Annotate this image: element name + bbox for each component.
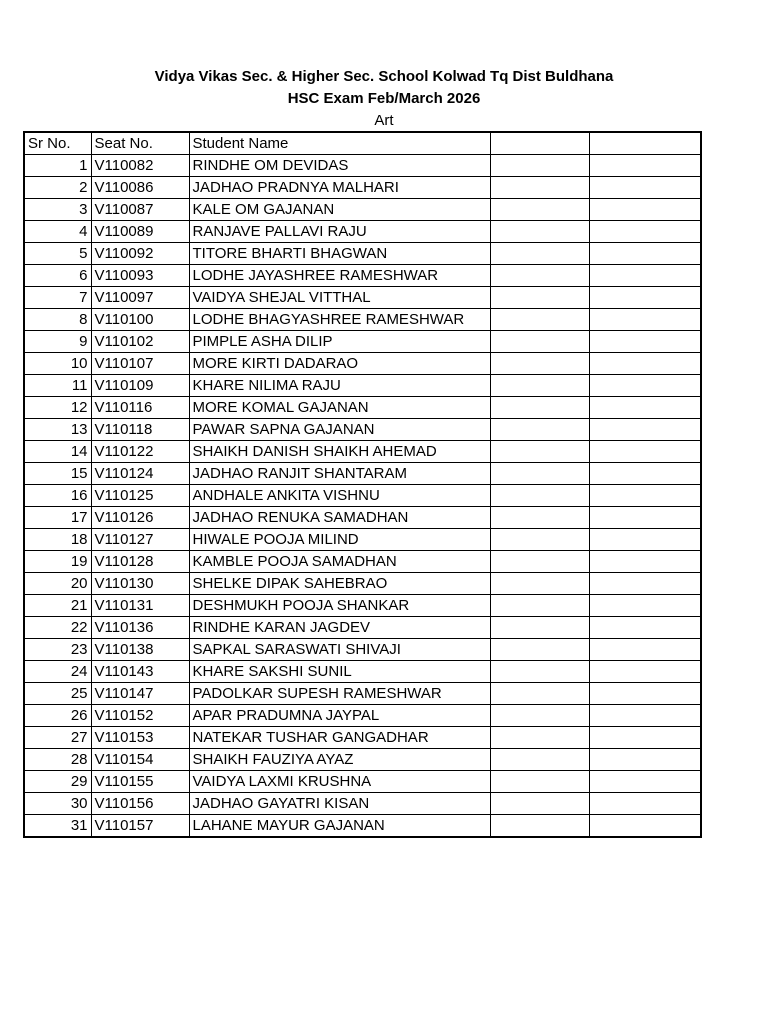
blank-cell (490, 287, 589, 309)
blank-cell (490, 419, 589, 441)
seat-no-cell: V110125 (91, 485, 189, 507)
column-header-sr-no: Sr No. (24, 132, 91, 155)
blank-cell (490, 705, 589, 727)
table-row (24, 309, 701, 331)
sr-no-cell: 11 (24, 375, 91, 397)
student-name-cell: PIMPLE ASHA DILIP (189, 331, 490, 353)
blank-cell (589, 463, 701, 485)
sr-no-cell: 28 (24, 749, 91, 771)
blank-cell (589, 485, 701, 507)
table-row (24, 749, 701, 771)
blank-cell (589, 441, 701, 463)
student-name-cell: HIWALE POOJA MILIND (189, 529, 490, 551)
student-name-cell: KHARE NILIMA RAJU (189, 375, 490, 397)
student-name-cell: JADHAO RANJIT SHANTARAM (189, 463, 490, 485)
school-title: Vidya Vikas Sec. & Higher Sec. School Kolwad Tq Dist Buldhana (154, 68, 614, 85)
sr-no-cell: 16 (24, 485, 91, 507)
table-row (24, 617, 701, 639)
sr-no-cell: 23 (24, 639, 91, 661)
sr-no-cell: 6 (24, 265, 91, 287)
blank-cell (490, 771, 589, 793)
seat-no-cell: V110138 (91, 639, 189, 661)
sr-no-cell: 17 (24, 507, 91, 529)
table-row (24, 727, 701, 749)
student-name-cell: MORE KOMAL GAJANAN (189, 397, 490, 419)
blank-cell (589, 661, 701, 683)
sr-no-cell: 3 (24, 199, 91, 221)
sr-no-cell: 20 (24, 573, 91, 595)
student-name-cell: PAWAR SAPNA GAJANAN (189, 419, 490, 441)
table-row (24, 199, 701, 221)
sr-no-cell: 24 (24, 661, 91, 683)
blank-cell (490, 661, 589, 683)
student-name-cell: RINDHE KARAN JAGDEV (189, 617, 490, 639)
seat-no-cell: V110155 (91, 771, 189, 793)
sr-no-cell: 2 (24, 177, 91, 199)
seat-no-cell: V110087 (91, 199, 189, 221)
blank-cell (589, 771, 701, 793)
blank-cell (490, 793, 589, 815)
student-name-cell: LODHE BHAGYASHREE RAMESHWAR (189, 309, 490, 331)
blank-cell (490, 463, 589, 485)
seat-no-cell: V110136 (91, 617, 189, 639)
exam-title: HSC Exam Feb/March 2026 (287, 90, 481, 107)
sr-no-cell: 5 (24, 243, 91, 265)
seat-no-cell: V110116 (91, 397, 189, 419)
blank-cell (490, 639, 589, 661)
table-row (24, 353, 701, 375)
table-row (24, 485, 701, 507)
table-header-row (24, 132, 701, 155)
blank-cell (589, 683, 701, 705)
column-header-blank-2 (589, 132, 701, 155)
blank-cell (589, 177, 701, 199)
seat-no-cell: V110156 (91, 793, 189, 815)
sr-no-cell: 15 (24, 463, 91, 485)
seat-no-cell: V110152 (91, 705, 189, 727)
student-name-cell: MORE KIRTI DADARAO (189, 353, 490, 375)
student-name-cell: VAIDYA SHEJAL VITTHAL (189, 287, 490, 309)
table-row (24, 507, 701, 529)
table-row (24, 287, 701, 309)
table-row (24, 661, 701, 683)
column-header-seat-no: Seat No. (91, 132, 189, 155)
sr-no-cell: 12 (24, 397, 91, 419)
table-row (24, 793, 701, 815)
blank-cell (490, 265, 589, 287)
sr-no-cell: 21 (24, 595, 91, 617)
table-row (24, 441, 701, 463)
blank-cell (589, 815, 701, 838)
student-name-cell: LAHANE MAYUR GAJANAN (189, 815, 490, 838)
student-name-cell: JADHAO GAYATRI KISAN (189, 793, 490, 815)
student-name-cell: SHAIKH FAUZIYA AYAZ (189, 749, 490, 771)
student-name-cell: LODHE JAYASHREE RAMESHWAR (189, 265, 490, 287)
blank-cell (490, 397, 589, 419)
student-name-cell: DESHMUKH POOJA SHANKAR (189, 595, 490, 617)
blank-cell (589, 529, 701, 551)
table-row (24, 551, 701, 573)
table-row (24, 265, 701, 287)
blank-cell (589, 573, 701, 595)
seat-no-cell: V110107 (91, 353, 189, 375)
seat-no-cell: V110153 (91, 727, 189, 749)
student-table (23, 131, 702, 838)
student-name-cell: NATEKAR TUSHAR GANGADHAR (189, 727, 490, 749)
table-row (24, 243, 701, 265)
student-name-cell: KAMBLE POOJA SAMADHAN (189, 551, 490, 573)
sr-no-cell: 1 (24, 155, 91, 177)
seat-no-cell: V110127 (91, 529, 189, 551)
table-row (24, 705, 701, 727)
blank-cell (589, 793, 701, 815)
seat-no-cell: V110124 (91, 463, 189, 485)
blank-cell (589, 617, 701, 639)
sr-no-cell: 22 (24, 617, 91, 639)
seat-no-cell: V110109 (91, 375, 189, 397)
sr-no-cell: 25 (24, 683, 91, 705)
blank-cell (490, 199, 589, 221)
sr-no-cell: 10 (24, 353, 91, 375)
seat-no-cell: V110086 (91, 177, 189, 199)
sr-no-cell: 14 (24, 441, 91, 463)
sr-no-cell: 8 (24, 309, 91, 331)
blank-cell (589, 727, 701, 749)
blank-cell (589, 243, 701, 265)
blank-cell (490, 243, 589, 265)
student-name-cell: JADHAO RENUKA SAMADHAN (189, 507, 490, 529)
blank-cell (589, 551, 701, 573)
student-name-cell: RANJAVE PALLAVI RAJU (189, 221, 490, 243)
sr-no-cell: 27 (24, 727, 91, 749)
blank-cell (490, 529, 589, 551)
student-name-cell: APAR PRADUMNA JAYPAL (189, 705, 490, 727)
blank-cell (589, 353, 701, 375)
table-row (24, 463, 701, 485)
table-row (24, 397, 701, 419)
table-row (24, 155, 701, 177)
sr-no-cell: 4 (24, 221, 91, 243)
table-row (24, 375, 701, 397)
blank-cell (490, 507, 589, 529)
seat-no-cell: V110118 (91, 419, 189, 441)
blank-cell (490, 551, 589, 573)
student-name-cell: JADHAO PRADNYA MALHARI (189, 177, 490, 199)
table-row (24, 595, 701, 617)
blank-cell (490, 485, 589, 507)
seat-no-cell: V110102 (91, 331, 189, 353)
blank-cell (490, 595, 589, 617)
table-row (24, 771, 701, 793)
seat-no-cell: V110092 (91, 243, 189, 265)
seat-no-cell: V110122 (91, 441, 189, 463)
blank-cell (490, 353, 589, 375)
column-header-student-name: Student Name (189, 132, 490, 155)
blank-cell (589, 749, 701, 771)
blank-cell (589, 705, 701, 727)
subject-label: Art (374, 112, 394, 129)
blank-cell (490, 749, 589, 771)
seat-no-cell: V110089 (91, 221, 189, 243)
blank-cell (589, 199, 701, 221)
seat-no-cell: V110154 (91, 749, 189, 771)
table-row (24, 815, 701, 838)
seat-no-cell: V110147 (91, 683, 189, 705)
sr-no-cell: 26 (24, 705, 91, 727)
seat-no-cell: V110130 (91, 573, 189, 595)
table-row (24, 177, 701, 199)
blank-cell (589, 265, 701, 287)
sr-no-cell: 31 (24, 815, 91, 838)
table-row (24, 331, 701, 353)
blank-cell (589, 639, 701, 661)
blank-cell (589, 507, 701, 529)
seat-no-cell: V110157 (91, 815, 189, 838)
seat-no-cell: V110097 (91, 287, 189, 309)
blank-cell (490, 331, 589, 353)
seat-no-cell: V110131 (91, 595, 189, 617)
sr-no-cell: 18 (24, 529, 91, 551)
blank-cell (490, 375, 589, 397)
student-name-cell: TITORE BHARTI BHAGWAN (189, 243, 490, 265)
sr-no-cell: 9 (24, 331, 91, 353)
table-row (24, 639, 701, 661)
blank-cell (490, 573, 589, 595)
blank-cell (490, 727, 589, 749)
student-name-cell: KHARE SAKSHI SUNIL (189, 661, 490, 683)
student-name-cell: ANDHALE ANKITA VISHNU (189, 485, 490, 507)
student-name-cell: PADOLKAR SUPESH RAMESHWAR (189, 683, 490, 705)
blank-cell (490, 177, 589, 199)
sr-no-cell: 7 (24, 287, 91, 309)
blank-cell (490, 155, 589, 177)
student-name-cell: RINDHE OM DEVIDAS (189, 155, 490, 177)
table-row (24, 573, 701, 595)
blank-cell (589, 375, 701, 397)
blank-cell (589, 595, 701, 617)
blank-cell (490, 309, 589, 331)
seat-no-cell: V110100 (91, 309, 189, 331)
seat-no-cell: V110128 (91, 551, 189, 573)
sr-no-cell: 30 (24, 793, 91, 815)
student-name-cell: SHELKE DIPAK SAHEBRAO (189, 573, 490, 595)
table-row (24, 419, 701, 441)
student-name-cell: VAIDYA LAXMI KRUSHNA (189, 771, 490, 793)
blank-cell (589, 221, 701, 243)
blank-cell (589, 309, 701, 331)
blank-cell (589, 397, 701, 419)
blank-cell (490, 617, 589, 639)
seat-no-cell: V110126 (91, 507, 189, 529)
seat-no-cell: V110093 (91, 265, 189, 287)
table-row (24, 529, 701, 551)
blank-cell (589, 331, 701, 353)
seat-no-cell: V110082 (91, 155, 189, 177)
sr-no-cell: 29 (24, 771, 91, 793)
blank-cell (490, 683, 589, 705)
table-row (24, 221, 701, 243)
blank-cell (589, 419, 701, 441)
column-header-blank-1 (490, 132, 589, 155)
student-name-cell: SAPKAL SARASWATI SHIVAJI (189, 639, 490, 661)
seat-no-cell: V110143 (91, 661, 189, 683)
blank-cell (589, 287, 701, 309)
student-name-cell: SHAIKH DANISH SHAIKH AHEMAD (189, 441, 490, 463)
sr-no-cell: 13 (24, 419, 91, 441)
blank-cell (490, 221, 589, 243)
blank-cell (490, 815, 589, 838)
blank-cell (589, 155, 701, 177)
sr-no-cell: 19 (24, 551, 91, 573)
blank-cell (490, 441, 589, 463)
table-row (24, 683, 701, 705)
student-name-cell: KALE OM GAJANAN (189, 199, 490, 221)
